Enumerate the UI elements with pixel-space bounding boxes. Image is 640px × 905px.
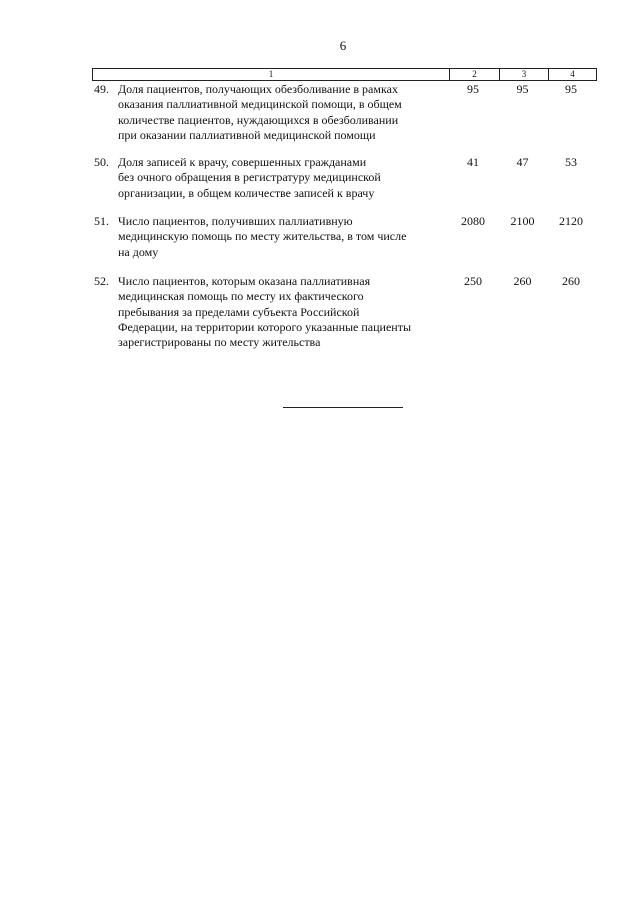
description-line: пребывания за пределами субъекта Российской: [118, 304, 360, 319]
value-col-4: 2120: [559, 214, 583, 228]
description-line: Число пациентов, которым оказана паллиативная: [118, 274, 371, 288]
description-line: Доля записей к врачу, совершенных гражданами: [118, 155, 367, 169]
description-line: медицинская помощь по месту их фактического: [118, 289, 364, 304]
description-line: оказания паллиативной медицинской помощи, в общем: [118, 97, 402, 112]
value-col-3: 95: [516, 82, 529, 96]
header-col-1: 1: [268, 69, 274, 79]
description-line: без очного обращения в регистратуру медицинской: [118, 170, 381, 185]
value-col-4: 53: [565, 155, 577, 169]
description-line: организации, в общем количестве записей к врачу: [118, 185, 375, 200]
row-description: [118, 82, 448, 143]
value-col-3: 2100: [510, 214, 535, 228]
row-number: 51.: [94, 214, 109, 228]
value-col-3: 260: [513, 274, 532, 288]
row-description: [118, 155, 448, 201]
header-col-4: 4: [548, 69, 596, 80]
value-col-3: 47: [516, 155, 529, 169]
row-number: 50.: [94, 155, 109, 169]
description-line: на дому: [118, 244, 159, 259]
table-header: [92, 68, 597, 81]
row-description: [118, 274, 448, 350]
description-line: при оказании паллиативной медицинской помощи: [118, 127, 376, 142]
value-col-2: 250: [464, 274, 482, 288]
page-number: 6: [339, 38, 347, 53]
description-line: количестве пациентов, нуждающихся в обезболивании: [118, 112, 399, 127]
end-divider-line: [283, 407, 403, 408]
value-col-4: 95: [565, 82, 577, 96]
description-line: зарегистрированы по месту жительства: [118, 335, 321, 350]
header-col-2: 2: [449, 69, 499, 80]
row-description: [118, 214, 448, 260]
value-col-2: 41: [467, 155, 479, 169]
row-number: 49.: [94, 82, 109, 96]
row-number: 52.: [94, 274, 109, 288]
value-col-2: 2080: [461, 214, 485, 228]
header-col-3: 3: [499, 69, 548, 80]
value-col-4: 260: [562, 274, 580, 288]
value-col-2: 95: [467, 82, 479, 96]
description-line: Число пациентов, получивших паллиативную: [118, 214, 353, 228]
description-line: Доля пациентов, получающих обезболивание в рамках: [118, 82, 398, 96]
description-line: Федерации, на территории которого указанные пациенты: [118, 319, 412, 334]
description-line: медицинскую помощь по месту жительства, в том числе: [118, 229, 407, 244]
